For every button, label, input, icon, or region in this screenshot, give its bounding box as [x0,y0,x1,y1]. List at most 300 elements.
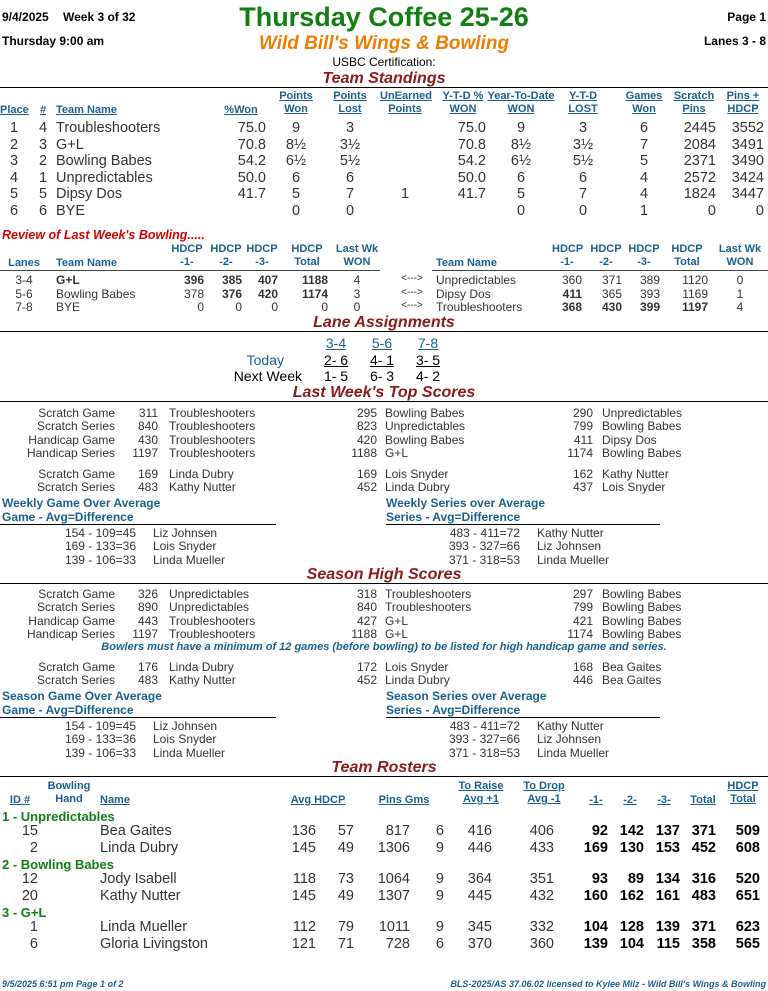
roster-cell: 520 [735,871,760,887]
review-cell: 393 [639,286,660,301]
standings-cell: 3491 [731,136,764,153]
score-name: G+L [385,446,409,461]
standings-cell: 1 [9,120,19,136]
section-title-lanes: Lane Assignments [313,314,455,331]
review-cell: 365 [601,286,622,301]
standings-cell: 6 [639,120,649,136]
roster-cell: 371 [691,823,716,839]
review-cell: 407 [257,273,278,287]
over-average-name: Lois Snyder [153,539,217,554]
score-name: Linda Dubry [169,660,234,674]
standings-cell: 5½ [572,153,594,170]
roster-cell: 332 [529,919,554,935]
roster-cell: 153 [655,840,680,856]
roster-cell: 1306 [377,840,410,856]
review-cell: Bowling Babes [56,286,136,301]
score-category: Scratch Series [36,419,115,434]
standings-cell: 0 [516,203,526,219]
review-cell: Unpredictables [436,273,517,287]
standings-col-header: Y-T-D LOST [568,90,598,115]
lanes-range: Lanes 3 - 8 [703,34,766,48]
score-value: 295 [356,406,377,420]
review-cell: 1197 [681,300,708,314]
roster-cell: 728 [385,936,410,952]
standings-cell: 3447 [731,186,764,203]
score-value: 1197 [132,627,158,642]
footer-printed: 9/5/2025 6:51 pm Page 1 of 2 [2,979,124,989]
score-category: Handicap Game [28,613,115,628]
versus-arrow: <---> [401,300,423,311]
roster-cell: 6 [435,936,444,952]
score-category: Scratch Game [38,660,115,674]
roster-team-label: 2 - Bowling Babes [2,857,114,872]
roster-cell: 565 [735,936,760,952]
standings-cell: 6½ [510,153,532,170]
review-cell: 0 [235,300,242,314]
roster-cell: 142 [619,823,644,839]
roster-cell: 416 [467,823,492,839]
roster-cell: 432 [529,888,554,904]
roster-cell: Kathy Nutter [100,888,181,904]
review-cell: 3 [353,286,361,301]
standings-cell: 5 [9,186,19,203]
score-value: 427 [356,613,377,628]
standings-cell: 3 [9,153,19,170]
standings-cell: 54.2 [237,153,266,170]
roster-cell: 509 [735,823,760,839]
roster-cell: 9 [435,871,444,887]
score-name: Linda Dubry [385,673,450,688]
roster-cell: 71 [337,936,354,952]
score-name: Troubleshooters [385,600,472,615]
roster-cell: 73 [337,871,354,887]
score-value: 168 [572,660,593,674]
standings-col-header: Year-To-Date WON [487,90,555,115]
review-lanes: 5-6 [15,286,33,301]
score-value: 420 [356,432,377,447]
today-pairing: 3- 5 [415,352,441,368]
review-col-header: HDCP Total [671,243,703,268]
divider [0,401,768,402]
score-name: Dipsy Dos [602,432,657,447]
score-category: Handicap Game [28,432,115,447]
today-pairing: 4- 1 [369,352,395,368]
lane-pair-header: 5-6 [371,335,393,351]
roster-team-label: 1 - Unpredictables [2,809,115,824]
over-average-subtitle: Series - Avg=Difference [386,703,521,717]
score-value: 297 [572,587,593,601]
review-cell: 1120 [682,273,708,287]
standings-cell: 3552 [731,120,764,136]
over-average-name: Linda Mueller [537,745,610,760]
roster-cell: 49 [337,888,354,904]
roster-cell: 130 [619,840,644,856]
score-value: 1174 [567,446,593,461]
score-name: Bowling Babes [385,406,465,420]
roster-cell: 161 [655,888,680,904]
score-name: Bea Gaites [602,660,662,674]
score-name: G+L [385,613,409,628]
divider [386,524,660,525]
standings-cell: Bowling Babes [56,153,152,170]
review-cell: 396 [183,273,204,287]
roster-col-header: Avg HDCP [290,794,346,806]
standings-cell: 6 [38,203,48,219]
score-category: Scratch Series [36,673,115,688]
standings-cell: 1 [400,186,410,203]
review-col-header: Last Wk WON [718,243,762,268]
review-cell: 0 [321,300,328,314]
review-cell: 1169 [682,286,708,301]
roster-cell: 57 [337,823,354,839]
review-col-header: HDCP -3- [628,243,660,268]
score-value: 430 [137,432,158,447]
over-average-calc: 154 - 109=45 [64,719,136,733]
standings-cell: Dipsy Dos [56,186,123,203]
section-title-top-scores: Last Week's Top Scores [292,384,476,401]
score-value: 799 [572,419,593,434]
section-title-standings: Team Standings [322,70,446,87]
standings-cell: 41.7 [457,186,486,203]
score-value: 437 [572,480,593,495]
roster-cell: 139 [655,919,680,935]
roster-col-header: Pins Gms [378,794,430,806]
score-category: Scratch Series [36,600,115,615]
over-average-calc: 393 - 327=66 [448,539,520,554]
divider [0,524,276,525]
standings-cell: 0 [707,203,716,219]
over-average-title: Season Game Over Average [2,689,162,703]
score-name: Troubleshooters [169,613,256,628]
standings-cell: 3½ [572,136,594,153]
page-number: Page 1 [727,10,766,24]
roster-cell: 162 [619,888,644,904]
score-value: 169 [137,467,158,481]
score-value: 483 [137,673,158,688]
standings-cell: 0 [291,203,301,219]
score-value: 1197 [132,446,158,461]
score-name: Bowling Babes [385,432,465,447]
standings-cell: 75.0 [457,120,486,136]
score-value: 172 [356,660,377,674]
section-title-season: Season High Scores [306,566,462,583]
review-cell: 420 [257,286,278,301]
score-name: Unpredictables [385,419,466,434]
today-pairing: 2- 6 [323,352,349,368]
score-name: Kathy Nutter [169,673,236,688]
standings-cell: BYE [56,203,86,219]
standings-cell: 3 [578,120,588,136]
score-value: 452 [356,673,377,688]
league-title: Thursday Coffee 25-26 [239,2,529,32]
review-cell: 385 [221,273,242,287]
score-name: Bowling Babes [602,446,682,461]
score-name: G+L [385,627,409,642]
standings-col-header: Team Name [56,104,117,116]
review-col-header: HDCP -1- [552,243,584,268]
roster-cell: 49 [337,840,354,856]
roster-cell: 433 [529,840,554,856]
roster-cell: 145 [291,888,316,904]
roster-cell: 371 [691,919,716,935]
roster-cell: 316 [691,871,716,887]
standings-cell: 4 [639,186,649,203]
score-value: 326 [137,587,158,601]
roster-cell: 160 [583,888,608,904]
review-col-header: HDCP -2- [590,243,622,268]
roster-cell: Gloria Livingston [100,936,208,952]
section-title-rosters: Team Rosters [331,759,437,776]
roster-col-header: To Drop Avg -1 [523,780,565,805]
over-average-title: Season Series over Average [386,689,547,703]
standings-cell: 7 [639,136,649,153]
standings-cell: 8½ [510,136,532,153]
over-average-subtitle: Game - Avg=Difference [2,510,134,524]
roster-cell: 92 [591,823,608,839]
versus-arrow: <---> [401,273,423,284]
roster-cell: 370 [467,936,492,952]
score-value: 483 [137,480,158,495]
standings-cell: 7 [345,186,355,203]
standings-cell: 2572 [683,169,716,186]
review-col-header: HDCP -1- [171,243,203,268]
standings-cell: 5 [291,186,301,203]
roster-cell: 360 [529,936,554,952]
score-value: 823 [356,419,377,434]
roster-cell: 452 [691,840,716,856]
roster-cell: 1 [29,919,38,935]
review-col-header: Last Wk WON [335,243,379,268]
standings-cell: 1 [38,169,48,186]
standings-cell: 0 [755,203,764,219]
standings-col-header: Pins + HDCP [726,90,760,115]
standings-cell: 9 [516,120,526,136]
roster-cell: 139 [583,936,608,952]
usbc-certification: USBC Certification: [332,55,436,69]
over-average-calc: 139 - 106=33 [64,745,136,760]
over-average-title: Weekly Series over Average [386,496,545,510]
review-cell: 0 [736,273,744,287]
divider [0,87,768,88]
standings-cell: 9 [291,120,301,136]
review-col-header: HDCP Total [291,243,323,268]
review-cell: 4 [353,273,361,287]
roster-cell: 115 [656,936,680,952]
score-value: 1174 [567,627,593,642]
standings-cell: 2 [38,153,48,170]
score-name: Bea Gaites [602,673,662,688]
over-average-name: Kathy Nutter [537,526,604,540]
divider [386,717,660,718]
score-value: 452 [356,480,377,495]
score-name: Linda Dubry [385,480,450,495]
review-cell: 399 [639,300,660,314]
next-week-pairing: 4- 2 [415,368,441,384]
score-name: Kathy Nutter [169,480,236,495]
over-average-name: Kathy Nutter [537,719,604,733]
score-name: Troubleshooters [169,406,256,420]
score-category: Scratch Game [38,587,115,601]
day-time: Thursday 9:00 am [2,34,105,48]
roster-cell: 134 [655,871,680,887]
standings-col-header: Games Won [625,90,663,115]
over-average-name: Liz Johnsen [153,719,218,733]
review-cell: 376 [221,286,242,301]
review-col-header: Team Name [56,257,117,269]
roster-cell: 12 [21,871,38,887]
score-value: 421 [572,613,593,628]
roster-cell: 358 [691,936,716,952]
review-cell: 0 [271,300,278,314]
standings-col-header: Scratch Pins [673,90,715,115]
lane-pair-header: 3-4 [325,335,347,351]
review-col-header: HDCP -2- [210,243,242,268]
divider [0,583,768,584]
over-average-name: Linda Mueller [537,552,610,567]
over-average-name: Liz Johnsen [153,526,218,540]
standings-cell: 4 [639,169,649,186]
standings-cell: 70.8 [237,136,266,153]
review-cell: 430 [601,300,622,314]
roster-cell: Linda Mueller [100,919,188,935]
standings-cell: 4 [9,169,19,186]
roster-cell: 623 [735,919,760,935]
review-cell: 371 [601,273,622,287]
over-average-calc: 393 - 327=66 [448,732,520,747]
roster-cell: 608 [735,840,760,856]
standings-cell: 0 [345,203,355,219]
roster-cell: 6 [435,823,444,839]
roster-cell: 9 [435,888,444,904]
over-average-name: Linda Mueller [153,552,226,567]
review-cell: G+L [56,273,80,287]
score-name: Linda Dubry [169,467,234,481]
divider [0,270,380,271]
roster-col-header: ID # [9,794,31,806]
score-value: 311 [138,406,158,420]
roster-cell: 817 [385,823,410,839]
standings-col-header: %Won [224,104,258,116]
review-cell: Dipsy Dos [436,286,491,301]
roster-cell: 79 [337,919,354,935]
standings-cell: 3424 [731,169,764,186]
score-value: 446 [572,673,593,688]
standings-col-header: Points Lost [333,90,367,115]
score-name: Kathy Nutter [602,467,669,481]
standings-cell: 70.8 [457,136,486,153]
score-value: 290 [572,406,593,420]
standings-cell: 6½ [285,153,307,170]
standings-cell: 3490 [731,153,764,170]
score-value: 1188 [351,446,377,461]
over-average-calc: 371 - 318=53 [448,552,520,567]
standings-cell: 41.7 [237,186,266,203]
standings-cell: 8½ [285,136,307,153]
review-cell: 0 [353,300,361,314]
score-category: Handicap Series [26,446,115,461]
standings-cell: 2084 [683,136,716,153]
review-cell: 4 [736,300,744,314]
score-name: Bowling Babes [602,419,682,434]
over-average-calc: 154 - 109=45 [64,526,136,540]
standings-cell: 2445 [683,120,716,136]
roster-cell: 1011 [378,919,410,935]
roster-cell: 137 [655,823,680,839]
over-average-calc: 169 - 133=36 [64,539,136,554]
standings-col-header: # [39,104,47,116]
roster-cell: 351 [529,871,554,887]
roster-cell: 20 [21,888,38,904]
roster-cell: Jody Isabell [100,871,177,887]
standings-col-header: Points Won [279,90,313,115]
standings-cell: 6 [516,169,526,186]
review-cell: 360 [561,273,582,287]
roster-col-header: Name [100,794,130,806]
review-col-header: Lanes [8,257,40,269]
standings-cell: 7 [578,186,588,203]
roster-cell: 345 [467,919,492,935]
review-cell: 0 [197,300,204,314]
score-name: Lois Snyder [385,467,449,481]
roster-cell: 445 [467,888,492,904]
over-average-name: Linda Mueller [153,745,226,760]
roster-cell: 93 [591,871,608,887]
score-name: Bowling Babes [602,600,682,615]
roster-col-header: -1- [589,794,603,806]
over-average-subtitle: Series - Avg=Difference [386,510,521,524]
score-name: Troubleshooters [169,419,256,434]
roster-cell: 406 [529,823,554,839]
versus-arrow: <---> [401,286,423,298]
roster-cell: 1064 [377,871,410,887]
standings-cell: 50.0 [457,169,486,186]
review-cell: 389 [639,273,660,287]
roster-cell: 483 [691,888,716,904]
roster-cell: 89 [627,871,644,887]
score-category: Scratch Game [38,406,115,420]
score-category: Scratch Game [38,467,115,481]
roster-cell: 136 [291,823,316,839]
standings-cell: 1 [639,203,649,219]
week-indicator: Week 3 of 32 [63,10,136,24]
over-average-name: Lois Snyder [153,732,217,747]
standings-cell: 2371 [683,153,716,170]
roster-cell: 118 [292,871,316,887]
standings-cell: 75.0 [237,120,266,136]
standings-cell: 50.0 [237,169,266,186]
standings-cell: G+L [56,136,84,153]
standings-cell: 6 [291,169,301,186]
review-cell: BYE [56,300,81,314]
score-name: Troubleshooters [169,627,256,642]
score-value: 1188 [351,627,377,642]
score-value: 176 [137,660,158,674]
standings-cell: 3 [345,120,355,136]
review-cell: 378 [183,286,204,301]
review-cell: Troubleshooters [436,300,523,314]
roster-cell: 15 [21,823,38,839]
over-average-name: Liz Johnsen [537,539,602,554]
roster-cell: 2 [29,840,38,856]
score-value: 162 [572,467,593,481]
score-name: Unpredictables [602,406,683,420]
review-col-header: HDCP -3- [246,243,278,268]
over-average-title: Weekly Game Over Average [2,496,161,510]
review-cell: 368 [561,300,582,314]
next-week-pairing: 6- 3 [369,368,395,384]
standings-cell: 3½ [339,136,361,153]
over-average-calc: 483 - 411=72 [449,719,520,733]
